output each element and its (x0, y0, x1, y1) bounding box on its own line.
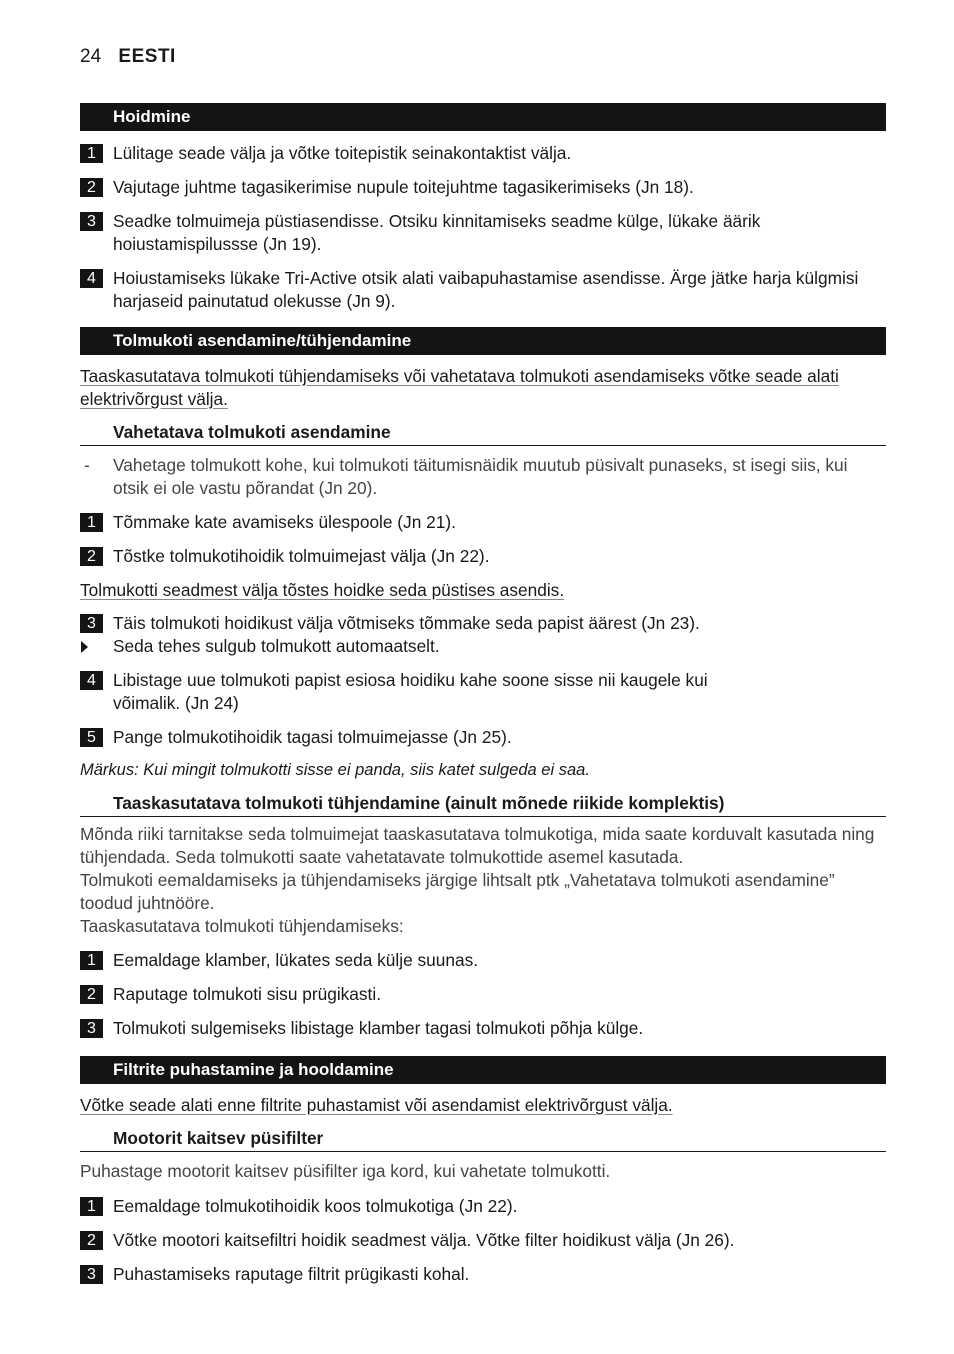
step-item (80, 726, 886, 749)
step-text: Raputage tolmukoti sisu prügikasti. (113, 984, 381, 1004)
warning-text: Tolmukotti seadmest välja tõstes hoidke seda püstises asendis. (80, 580, 565, 600)
page-header (80, 46, 176, 68)
step-item (80, 210, 886, 256)
page-content (80, 103, 886, 1286)
step-item (80, 983, 886, 1006)
page-number: 24 (80, 46, 102, 67)
step-text: Puhastamiseks raputage filtrit prügikasti kohal. (113, 1264, 470, 1284)
paragraph: Taaskasutatava tolmukoti tühjendamiseks: (80, 916, 404, 936)
step-item (80, 511, 886, 534)
result-item (80, 635, 886, 658)
step-item (80, 142, 886, 165)
step-number: 2 (80, 985, 103, 1004)
step-text: Eemaldage tolmukotihoidik koos tolmukotiga (Jn 22). (113, 1196, 518, 1216)
warning-text: Taaskasutatava tolmukoti tühjendamiseks või vahetatava tolmukoti asendamiseks võtke seade alati elektrivõrgust välja. (80, 366, 839, 409)
step-number: 4 (80, 269, 103, 288)
step-number: 1 (80, 1197, 103, 1216)
step-number: 1 (80, 144, 103, 163)
step-item (80, 1017, 886, 1040)
paragraph: Puhastage mootorit kaitsev püsifilter iga kord, kui vahetate tolmukotti. (80, 1161, 611, 1181)
step-text: Tõmmake kate avamiseks ülespoole (Jn 21). (113, 512, 456, 532)
step-number: 1 (80, 513, 103, 532)
section-heading-hoidmine: Hoidmine (80, 103, 886, 131)
step-item (80, 267, 886, 313)
result-arrow-icon (81, 641, 88, 653)
step-number: 2 (80, 178, 103, 197)
step-number: 2 (80, 1231, 103, 1250)
step-item (80, 545, 886, 568)
subsection-heading: Vahetatava tolmukoti asendamine (80, 421, 886, 446)
step-item (80, 612, 886, 635)
warning-text: Võtke seade alati enne filtrite puhastamist või asendamist elektrivõrgust välja. (80, 1095, 673, 1115)
step-number: 3 (80, 614, 103, 633)
step-item (80, 1195, 886, 1218)
bullet-item (80, 454, 886, 500)
step-text: Pange tolmukotihoidik tagasi tolmuimejasse (Jn 25). (113, 727, 512, 747)
subsection-heading: Taaskasutatava tolmukoti tühjendamine (ainult mõnede riikide komplektis) (80, 792, 886, 817)
step-item (80, 1229, 886, 1252)
step-text: Tolmukoti sulgemiseks libistage klamber tagasi tolmukoti põhja külge. (113, 1018, 644, 1038)
step-text: Hoiustamiseks lükake Tri-Active otsik alati vaibapuhastamise asendisse. Ärge jätke harja külgmisi harjaseid painutatud olekusse (Jn 9). (113, 268, 859, 311)
subsection-heading: Mootorit kaitsev püsifilter (80, 1127, 886, 1152)
step-item (80, 949, 886, 972)
note-text: Märkus: Kui mingit tolmukotti sisse ei panda, siis katet sulgeda ei saa. (80, 761, 590, 779)
step-item (80, 669, 886, 715)
step-number: 5 (80, 728, 103, 747)
step-number: 4 (80, 671, 103, 690)
step-text: Libistage uue tolmukoti papist esiosa hoidiku kahe soone sisse nii kaugele kui võimalik. (Jn 24) (113, 670, 708, 713)
step-text: Eemaldage klamber, lükates seda külje suunas. (113, 950, 479, 970)
step-text: Seadke tolmuimeja püstiasendisse. Otsiku kinnitamiseks seadme külge, lükake äärik hoiustamispilussse (Jn 19). (113, 211, 761, 254)
step-text: Lülitage seade välja ja võtke toitepistik seinakontaktist välja. (113, 143, 572, 163)
step-text: Võtke mootori kaitsefiltri hoidik seadmest välja. Võtke filter hoidikust välja (Jn 26). (113, 1230, 735, 1250)
step-text: Täis tolmukoti hoidikust välja võtmiseks tõmmake seda papist äärest (Jn 23). (113, 613, 700, 633)
step-number: 1 (80, 951, 103, 970)
step-number: 3 (80, 1265, 103, 1284)
step-item (80, 176, 886, 199)
step-text: Tõstke tolmukotihoidik tolmuimejast välja (Jn 22). (113, 546, 490, 566)
step-number: 3 (80, 1019, 103, 1038)
dash-marker: - (84, 455, 90, 475)
result-text: Seda tehes sulgub tolmukott automaatselt. (113, 636, 440, 656)
bullet-text: Vahetage tolmukott kohe, kui tolmukoti täitumisnäidik muutub püsivalt punaseks, st isegi siis, kui otsik ei ole vastu põrandat (Jn 20). (113, 455, 848, 498)
section-heading-filtrid: Filtrite puhastamine ja hooldamine (80, 1056, 886, 1084)
step-item (80, 1263, 886, 1286)
step-number: 2 (80, 547, 103, 566)
section-heading-tolmukott: Tolmukoti asendamine/tühjendamine (80, 327, 886, 355)
paragraph: Mõnda riiki tarnitakse seda tolmuimejat taaskasutatava tolmukotiga, mida saate korduvalt kasutada ning tühjendada. Seda tolmukotti saate vahetatavate tolmukottide asemel kasutada. (80, 824, 875, 867)
step-number: 3 (80, 212, 103, 231)
step-text: Vajutage juhtme tagasikerimise nupule toitejuhtme tagasikerimiseks (Jn 18). (113, 177, 694, 197)
paragraph: Tolmukoti eemaldamiseks ja tühjendamiseks järgige lihtsalt ptk „Vahetatava tolmukoti asendamine” toodud juhtnööre. (80, 870, 835, 913)
language-label: EESTI (118, 46, 176, 67)
